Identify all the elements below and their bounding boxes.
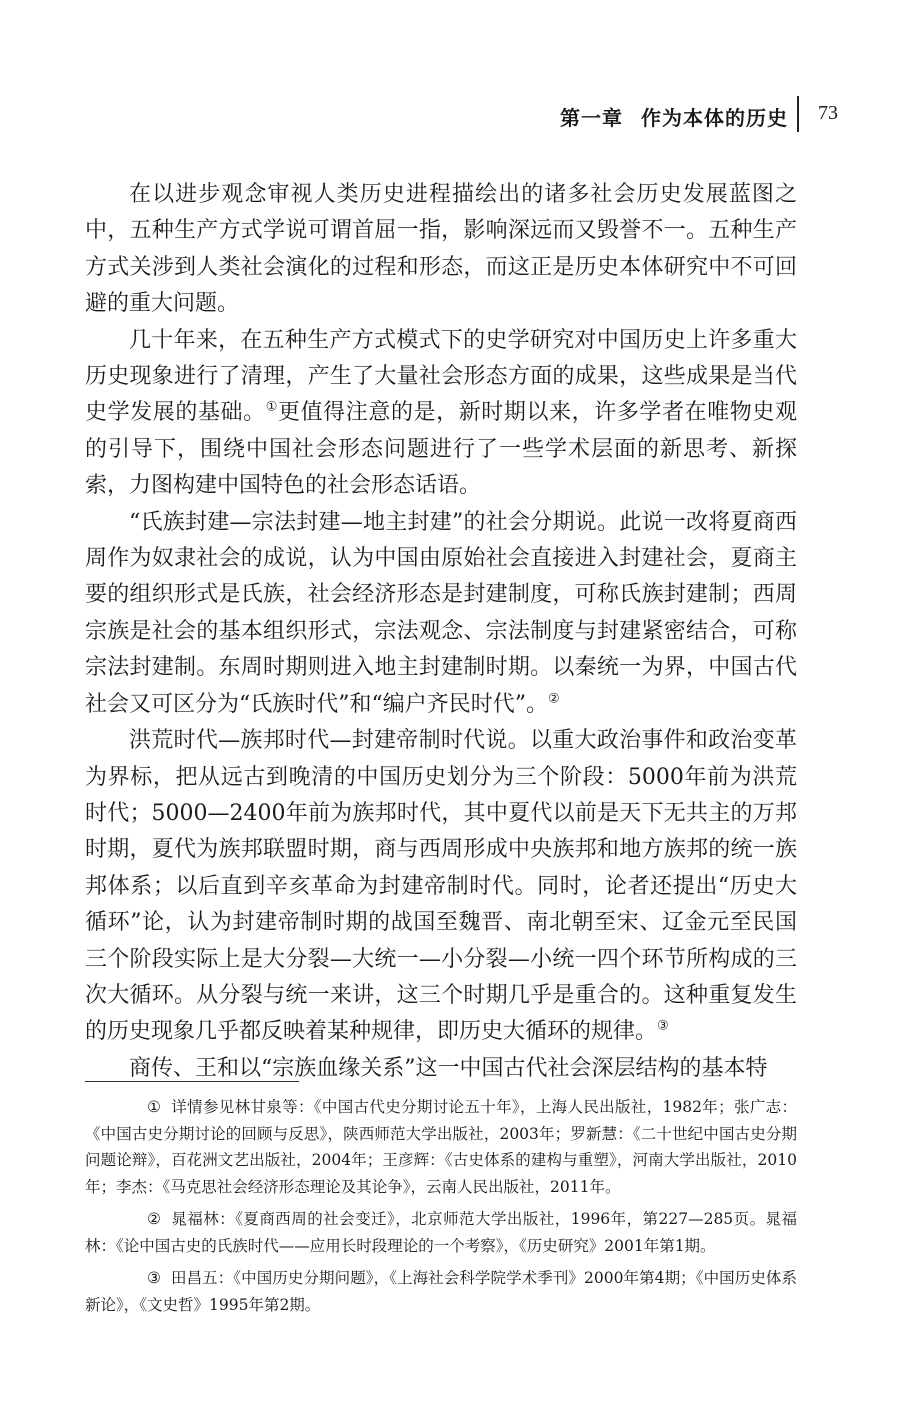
footnote-marker: ②	[147, 1210, 161, 1228]
paragraph	[85, 723, 797, 1051]
paragraph-text: 在以进步观念审视人类历史进程描绘出的诸多社会历史发展蓝图之中，五种生产方式学说可谓首屈一指，影响深远而又毁誉不一。五种生产方式关涉到人类社会演化的过程和形态，而这正是历史本体研究中不可回避的重大问题。	[85, 182, 797, 317]
paragraph-text: 商传、王和以“宗族血缘关系”这一中国古代社会深层结构的基本特	[129, 1055, 768, 1081]
chapter-title: 作为本体的历史	[641, 106, 788, 130]
running-header	[0, 96, 900, 136]
chapter-heading	[560, 102, 788, 131]
paragraph	[85, 505, 797, 723]
footnote-ref-2[interactable]: ②	[548, 691, 560, 707]
paragraph	[85, 323, 797, 505]
footnote-ref-1[interactable]: ①	[265, 400, 278, 416]
page-number: 73	[818, 102, 838, 124]
paragraph-text: 洪荒时代—族邦时代—封建帝制时代说。以重大政治事件和政治变革为界标，把从远古到晚清的中国历史划分为三个阶段：5000年前为洪荒时代；5000—2400年前为族邦时代，其中夏代以前是天下无共主的万邦时期，夏代为族邦联盟时期，商与西周形成中央族邦和地方族邦的统一族邦体系；以后直到辛亥革命为封建帝制时代。同时，论者还提出“历史大循环”论，认为封建帝制时期的战国至魏晋、南北朝至宋、辽金元至民国三个阶段实际上是大分裂—大统一—小分裂—小统一四个环节所构成的三次大循环。从分裂与统一来讲，这三个时期几乎是重合的。这种重复发生的历史现象几乎都反映着某种规律，即历史大循环的规律。	[85, 728, 797, 1045]
footnote-text: 田昌五：《中国历史分期问题》，《上海社会科学院学术季刊》2000年第4期；《中国历史体系新论》，《文史哲》1995年第2期。	[85, 1269, 797, 1314]
chapter-label: 第一章	[560, 106, 623, 130]
paragraph-text: “氏族封建—宗法封建—地主封建”的社会分期说。此说一改将夏商西周作为奴隶社会的成说，认为中国由原始社会直接进入封建社会，夏商主要的组织形式是氏族，社会经济形态是封建制度，可称氏族封建制；西周宗族是社会的基本组织形式，宗法观念、宗法制度与封建紧密结合，可称宗法封建制。东周时期则进入地主封建制时期。以秦统一为界，中国古代社会又可区分为“氏族时代”和“编户齐民时代”。	[85, 509, 797, 717]
footnote-1	[85, 1094, 797, 1200]
footnote-marker: ①	[147, 1098, 161, 1116]
paragraph-text: 更值得注意的是，新时期以来，许多学者在唯物史观的引导下，围绕中国社会形态问题进行了一些学术层面的新思考、新探索，力图构建中国特色的社会形态话语。	[85, 400, 797, 499]
footnote-text: 详情参见林甘泉等：《中国古代史分期讨论五十年》，上海人民出版社，1982年；张广志：《中国古史分期讨论的回顾与反思》，陕西师范大学出版社，2003年；罗新慧：《二十世纪中国古史分期问题论辩》，百花洲文艺出版社，2004年；王彦辉：《古史体系的建构与重塑》，河南大学出版社，2010年；李杰：《马克思社会经济形态理论及其论争》，云南人民出版社，2011年。	[85, 1098, 797, 1196]
footnote-2	[85, 1206, 797, 1259]
main-text	[85, 177, 797, 1087]
header-divider	[797, 96, 799, 132]
paragraph-text: 几十年来，在五种生产方式模式下的史学研究对中国历史上许多重大历史现象进行了清理，产生了大量社会形态方面的成果，这些成果是当代史学发展的基础。	[85, 327, 797, 426]
footnote-ref-3[interactable]: ③	[657, 1019, 669, 1035]
paragraph	[85, 177, 797, 323]
footnote-marker: ③	[147, 1269, 161, 1287]
footnote-divider	[85, 1081, 299, 1082]
footnote-3	[85, 1265, 797, 1318]
footnotes	[85, 1094, 797, 1324]
footnote-text: 晁福林：《夏商西周的社会变迁》，北京师范大学出版社，1996年，第227—285页。晁福林：《论中国古史的氏族时代——应用长时段理论的一个考察》，《历史研究》2001年第1期。	[85, 1210, 797, 1255]
